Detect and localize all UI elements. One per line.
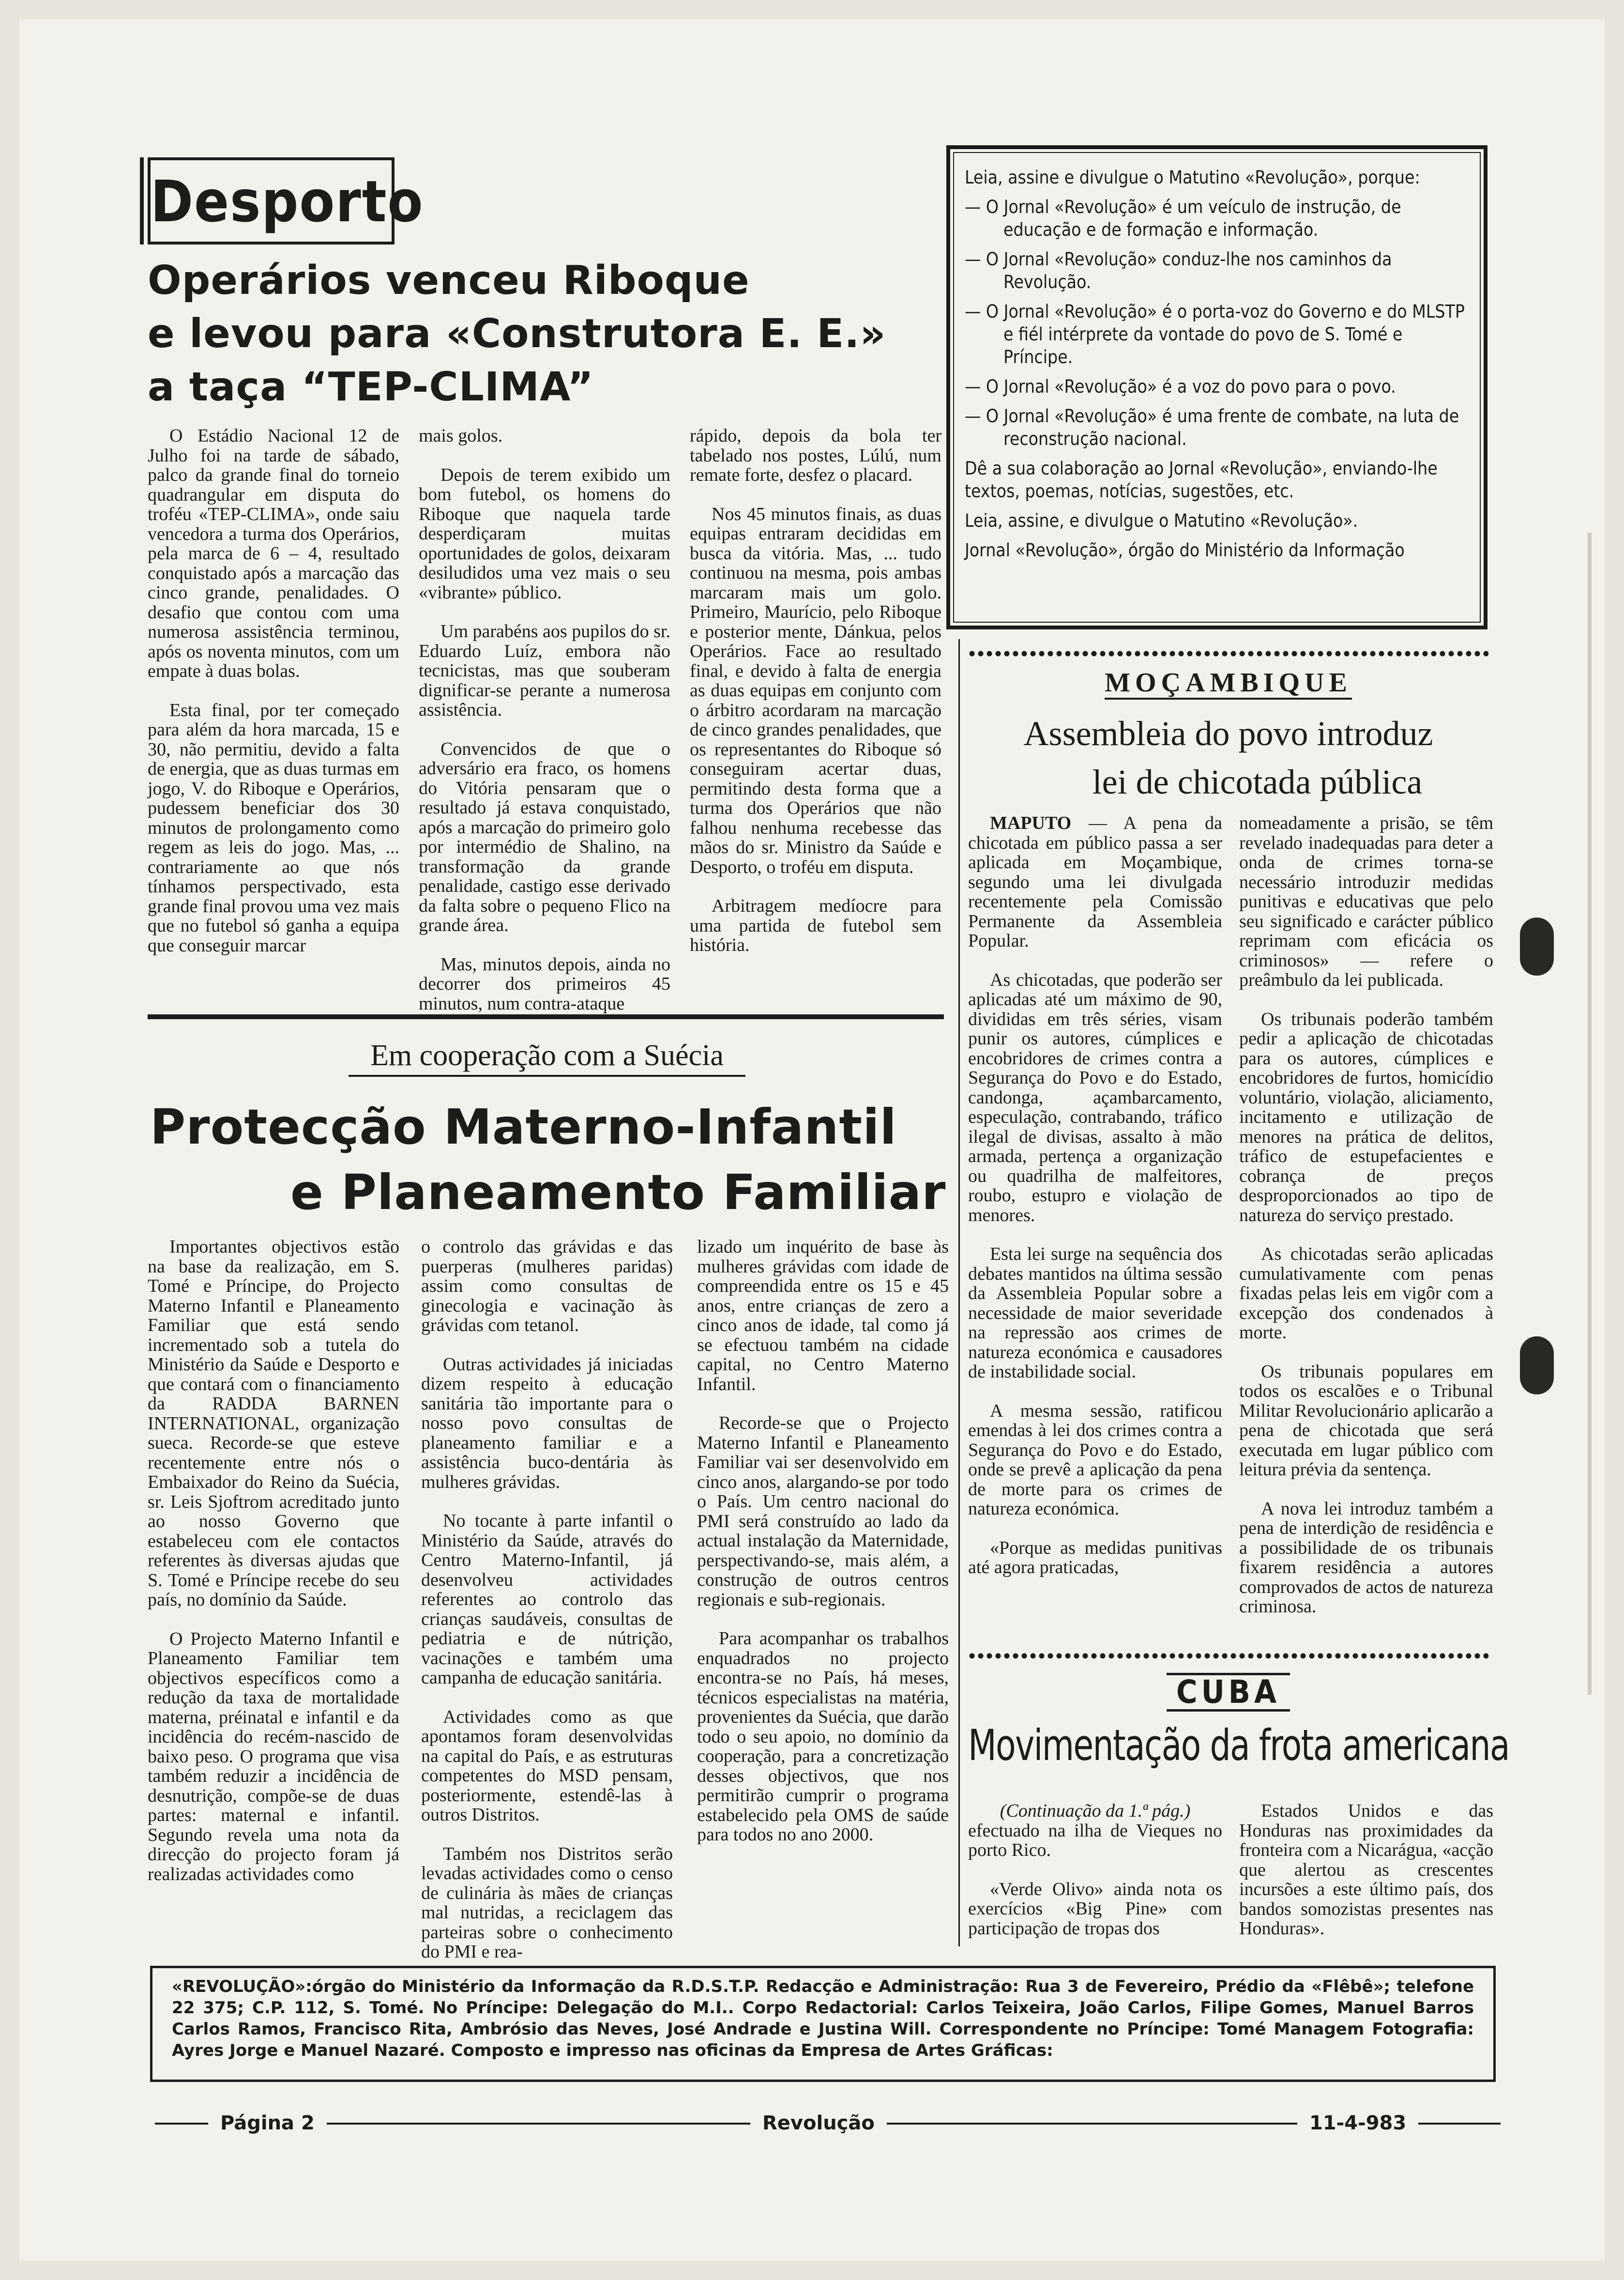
- promo-call: Dê a sua colaboração ao Jornal «Revolução», enviando-lhe textos, poemas, notícias, sugestões, etc.: [965, 458, 1438, 502]
- desporto-headline-3: a taça “TEP-CLIMA”: [148, 364, 594, 410]
- issue-date: 11-4-983: [1297, 2109, 1418, 2138]
- paragraph: Outras actividades já iniciadas dizem respeito à educação sanitária tão importante para o nosso povo consultas de planeamento familiar e a assistência buco-dentária às mulheres grávidas.: [421, 1354, 673, 1492]
- mocambique-column-1: [968, 813, 1222, 1641]
- section-label-desporto: Desporto: [148, 157, 395, 245]
- suecia-column-2: [421, 1237, 673, 1962]
- paragraph: Também nos Distritos serão levadas actividades como o censo de culinária às mães de crianças mal nutridas, a reciclagem das parteiras sobre o conhecimento do PMI e rea-: [421, 1843, 673, 1962]
- cuba-kicker: [968, 1673, 1488, 1712]
- paragraph: Mas, minutos depois, ainda no decorrer dos primeiros 45 minutos, num contra-ataque: [419, 954, 670, 1014]
- column-separator: [958, 639, 960, 1946]
- paragraph: Esta lei surge na sequência dos debates mantidos na última sessão da Assembleia Popular sobre a necessidade de maior severidade na repressão aos crimes de natureza económica e causadores de instabilidade social.: [968, 1244, 1222, 1382]
- dateline: MAPUTO: [990, 813, 1072, 833]
- suecia-headline-2: e Planeamento Familiar: [290, 1164, 946, 1221]
- wavy-rule: [968, 650, 1488, 658]
- desporto-headline-1: Operários venceu Riboque: [148, 258, 750, 304]
- mocambique-headline-1: Assembleia do povo introduz: [1023, 714, 1433, 753]
- paper-name: Revolução: [750, 2109, 887, 2138]
- paragraph: A mesma sessão, ratificou emendas à lei dos crimes contra a Segurança do Povo e do Estado, onde se prevê a aplicação da pena de morte para os crimes de natureza económica.: [968, 1400, 1222, 1519]
- promo-item: — O Jornal «Revolução» conduz-lhe nos caminhos da Revolução.: [965, 249, 1392, 292]
- paragraph: «Verde Olivo» ainda nota os exercícios «Big Pine» com participação de tropas dos: [968, 1879, 1222, 1939]
- paragraph: efectuado na ilha de Vieques no porto Rico.: [968, 1820, 1222, 1860]
- wavy-rule: [968, 1652, 1488, 1660]
- mocambique-kicker: [968, 666, 1488, 700]
- cuba-headline: Movimentação da frota americana: [968, 1720, 1509, 1770]
- paragraph: — A pena da chicotada em público passa a ser aplicada em Moçambique, segundo uma lei divulgada recentemente pela Comissão Permanente da Assembleia Popular.: [968, 813, 1222, 951]
- paragraph: Arbitragem medíocre para uma partida de futebol sem história.: [690, 896, 941, 955]
- paragraph: As chicotadas serão aplicadas cumulativamente com penas fixadas pelas leis em vigôr com a excepção dos condenados à morte.: [1239, 1244, 1493, 1343]
- continuation-note: (Continuação da 1.ª pág.): [1000, 1801, 1191, 1821]
- paragraph: Nos 45 minutos finais, as duas equipas entraram decididas em busca da vitória. Mas, ... tudo continuou na mesma, pois ambas marcaram mais um golo. Primeiro, Maurício, pelo Riboque e posterior mente, Dánkua, pelos Operários. Face ao resultado final, e devido à falta de energia as duas equipas em conjunto com o árbitro acordaram na marcação de cinco grandes penalidades, que os representantes do Riboque só conseguiram acertar duas, permitindo desta forma que a turma dos Operários que não falhou nenhuma recebesse das mãos do sr. Ministro da Saúde e Desporto, o troféu em disputa.: [690, 504, 941, 877]
- paragraph: Os tribunais poderão também pedir a aplicação de chicotadas para os autores, cúmplices e encobridores de furtos, homicídio voluntário, violação, aliciamento, incitamento e utilização de menores na prática de delitos, tráfico de estupefacientes e cobrança de preços desproporcionados ao tipo de natureza do serviço prestado.: [1239, 1009, 1493, 1225]
- desporto-column-1: [148, 426, 399, 1002]
- paragraph: O Estádio Nacional 12 de Julho foi na tarde de sábado, palco da grande final do torneio quadrangular em disputa do troféu «TEP-CLIMA», onde saiu vencedora a turma dos Operários, pela marca de 6 – 4, resultado conquistado após a marcação das cinco grande, penalidades. O desafio que contou com uma numerosa assistência terminou, após os noventa minutos, com um empate à duas bolas.: [148, 426, 399, 681]
- promo-box: [946, 145, 1487, 629]
- desporto-headline-2: e levou para «Construtora E. E.»: [148, 311, 886, 357]
- paragraph: Os tribunais populares em todos os escalões e o Tribunal Militar Revolucionário aplicarão a pena de chicotada que será executada em lugar público com leitura prévia da sentença.: [1239, 1361, 1493, 1480]
- cuba-column-1: [968, 1801, 1222, 1951]
- paragraph: Esta final, por ter começado para além da hora marcada, 15 e 30, não permitiu, devido a falta de energia, que as duas turmas em jogo, V. do Riboque e Operários, pudessem beneficiar dos 30 minutos de prolongamento como regem as leis do jogo. Mas, ... contrariamente ao que nós tínhamos perspectivado, esta grande final provou uma vez mais que no futebol só ganha a equipa que conseguir marcar: [148, 700, 399, 956]
- punch-hole: [1520, 918, 1554, 976]
- promo-repeat: Leia, assine, e divulgue o Matutino «Revolução».: [965, 510, 1358, 531]
- punch-hole: [1520, 1336, 1554, 1394]
- paragraph: Depois de terem exibido um bom futebol, os homens do Riboque que naquela tarde desperdiçaram muitas oportunidades de golos, deixaram desiludidos uma vez mais o seu «vibrante» público.: [419, 464, 670, 603]
- suecia-kicker: Em cooperação com a Suécia: [349, 1036, 745, 1077]
- suecia-column-1: [148, 1237, 399, 1949]
- paragraph: Convencidos de que o adversário era fraco, os homens do Vitória pensaram que o resultado já estava conquistado, após a marcação do primeiro golo por intermédio de Shalino, na transformação da grande penalidade, castigo esse derivado da falta sobre o pequeno Flico na grande área.: [419, 738, 670, 935]
- promo-item: — O Jornal «Revolução» é uma frente de combate, na luta de reconstrução nacional.: [965, 406, 1459, 449]
- paragraph: Um parabéns aos pupilos do sr. Eduardo Luíz, embora não tecnicistas, mas que souberam dignificar-se perante a numerosa assistência.: [419, 621, 670, 720]
- divider-rule: [148, 1014, 944, 1019]
- paragraph: Importantes objectivos estão na base da realização, em S. Tomé e Príncipe, do Projecto Materno Infantil e Planeamento Familiar que está sendo incrementado sob a tutela do Ministério da Saúde e Desporto e que contará com o financiamento da RADDA BARNEN INTERNATIONAL, organização sueca. Recorde-se que esteve recentemente entre nós o Embaixador do Reino da Suécia, sr. Leis Sjoftrom acreditado junto ao nosso Governo que estabeleceu com ele contactos referentes às diversas ajudas que S. Tomé e Príncipe recebe do seu país, no domínio da Saúde.: [148, 1237, 399, 1610]
- paragraph: lizado um inquérito de base às mulheres grávidas com idade de compreendida entre os 15 e 45 anos, entre crianças de zero a cinco anos de idade, tal como já se efectuou também na cidade capital, no Centro Materno Infantil.: [697, 1237, 949, 1394]
- promo-organ: Jornal «Revolução», órgão do Ministério da Informação: [965, 540, 1405, 561]
- paragraph: No tocante à parte infantil o Ministério da Saúde, através do Centro Materno-Infantil, já desenvolveu actividades referentes ao controlo das crianças saudáveis, consultas de pediatria e de nútrição, vacinações e também uma campanha de educação sanitária.: [421, 1511, 673, 1688]
- paragraph: rápido, depois da bola ter tabelado nos postes, Lúlú, num remate forte, desfez o placard.: [690, 426, 941, 485]
- page-number: Página 2: [208, 2109, 327, 2138]
- promo-item: — O Jornal «Revolução» é o porta-voz do Governo e do MLSTP e fiél intérprete da vontade do povo de S. Tomé e Príncipe.: [965, 301, 1465, 367]
- paragraph: «Porque as medidas punitivas até agora praticadas,: [968, 1537, 1222, 1577]
- paragraph: As chicotadas, que poderão ser aplicadas até um máximo de 90, divididas em três séries, visam punir os autores, cúmplices e encobridores de crimes contra a Segurança do Povo e do Estado, candonga, açambarcamento, especulação, contrabando, tráfico ilegal de divisas, assalto à mão armada, pertença a organização ou quadrilha de malfeitores, roubo, estupro e violação de menores.: [968, 969, 1222, 1225]
- suecia-headline-1: Protecção Materno-Infantil: [150, 1099, 897, 1155]
- paragraph: Para acompanhar os trabalhos enquadrados no projecto encontra-se no País, há meses, técnicos especialistas na matéria, provenientes da Suécia, que darão todo o seu apoio, no domínio da cooperação, para a concretização desses objectivos, que nos permitirão cumprir o programa estabelecido pela OMS de saúde para todos no ano 2000.: [697, 1628, 949, 1845]
- paragraph: O Projecto Materno Infantil e Planeamento Familiar tem objectivos específicos como a redução da taxa de mortalidade materna, préinatal e infantil e da incidência do recém-nascido de baixo peso. O programa que visa também reduzir a incidência de desnutrição, compõe-se de duas partes: maternal e infantil. Segundo revela uma nota da direcção do projecto foram já realizadas actividades como: [148, 1628, 399, 1884]
- mocambique-column-2: [1239, 813, 1493, 1641]
- cuba-column-2: [1239, 1801, 1493, 1951]
- paragraph: A nova lei introduz também a pena de interdição de residência e a possibilidade de os tribunais fixarem residência a autores comprovados de actos de natureza criminosa.: [1239, 1498, 1493, 1617]
- cuba-kicker-text: CUBA: [1167, 1673, 1290, 1712]
- masthead-footer: «REVOLUÇÃO»:órgão do Ministério da Informação da R.D.S.T.P. Redacção e Administração: Rua 3 de Fevereiro, Prédio da «Flêbê»; telefone 22 375; C.P. 112, S. Tomé. No Príncipe: Delegação do M.I.. Corpo Redactorial: Carlos Teixeira, João Carlos, Filipe Gomes, Manuel Barros Carlos Ramos, Francisco Rita, Ambrósio das Neves, José Andrade e Justina Will. Correspondente no Príncipe: Tomé Managem Fotografia: Ayres Jorge e Manuel Nazaré. Composto e impresso nas oficinas da Empresa de Artes Gráficas:: [150, 1966, 1496, 2082]
- page-edge-shadow: [1588, 533, 1592, 1695]
- promo-item: — O Jornal «Revolução» é a voz do povo para o povo.: [965, 376, 1396, 397]
- paragraph: mais golos.: [419, 426, 503, 446]
- mocambique-kicker-text: MOÇAMBIQUE: [1105, 668, 1352, 700]
- desporto-column-2: [419, 426, 670, 1014]
- paragraph: Actividades como as que apontamos foram desenvolvidas na capital do País, e as estruturas competentes do MSD pensam, posteriormente, estendê-las à outros Distritos.: [421, 1706, 673, 1825]
- paragraph: o controlo das grávidas e das puerperas (mulheres paridas) assim como consultas de ginecologia e vacinação às grávidas com tetanol.: [421, 1237, 673, 1335]
- promo-intro: Leia, assine e divulgue o Matutino «Revolução», porque:: [965, 167, 1420, 188]
- paragraph: Estados Unidos e das Honduras nas proximidades da fronteira com a Nicarágua, «acção que alertou as crescentes incursões a este último país, dos bandos somozistas presentes nas Honduras».: [1239, 1801, 1493, 1939]
- paragraph: Recorde-se que o Projecto Materno Infantil e Planeamento Familiar vai ser desenvolvido em cinco anos, alargando-se por todo o País. Um centro nacional do PMI será construído ao lado da actual instalação da Maternidade, perspectivando-se, mais além, a construção de outros centros regionais e sub-regionais.: [697, 1413, 949, 1610]
- mocambique-headline-2: lei de chicotada pública: [1092, 763, 1423, 801]
- paragraph: nomeadamente a prisão, se têm revelado inadequadas para deter a onda de crimes torna-se necessário introduzir medidas punitivas e educativas que pelo seu significado e carácter público reprimam com eficácia os criminosos» — refere o preâmbulo da lei publicada.: [1239, 813, 1493, 990]
- suecia-column-3: [697, 1237, 949, 1949]
- promo-item: — O Jornal «Revolução» é um veículo de instrução, de educação e de formação e informação.: [965, 197, 1401, 240]
- desporto-column-3: [690, 426, 941, 1002]
